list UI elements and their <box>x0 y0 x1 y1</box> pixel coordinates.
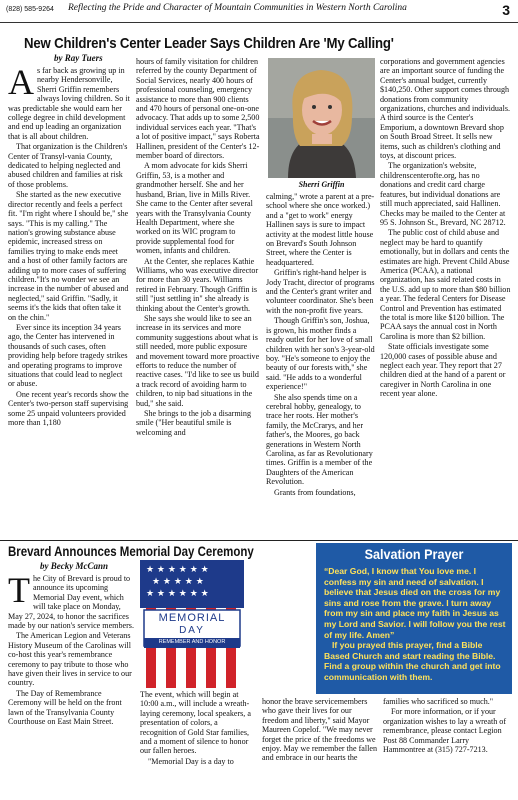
article1-column-1 <box>8 62 130 540</box>
svg-text:★ ★ ★ ★ ★: ★ ★ ★ ★ ★ <box>152 577 204 587</box>
article2-column-2 <box>140 690 256 796</box>
header-tagline: Reflecting the Pride and Character of Mountain Communities in Western North Carolina <box>68 3 407 13</box>
article2-col1-para-2: The Day of Remembrance Ceremony will be held on the front lawn of the Transylvania County Courthouse on East Main Street. <box>8 688 122 727</box>
flag-text-remember: REMEMBER AND HONOR <box>158 639 226 645</box>
article2-column-1 <box>8 570 134 796</box>
header-phone: (828) 585-9264 <box>6 6 54 13</box>
dropcap: A <box>8 62 34 102</box>
flag-text-memorial: MEMORIAL <box>158 612 226 624</box>
salvation-instruction: If you prayed this prayer, find a Bible Based Church and start reading the Bible. Find a group within the church and get into communication with them. <box>324 640 501 682</box>
article1-col3-para-2: Though Griffin's son, Joshua, is grown, his mother finds a ready outlet for her love of small children with her son's 3-year-old boy. "He's someone to enjoy the beauty of our forests with," she said. "He adds to a wonderful experience!" <box>266 316 375 392</box>
article2-col2-para-0: The event, which will begin at 10:00 a.m., will include a wreath-laying ceremony, local speakers, a presentation of colors, a recognition of Gold Star families, and a moment of silence to honor our fallen heroes. <box>140 690 251 756</box>
svg-text:★ ★ ★ ★ ★ ★: ★ ★ ★ ★ ★ ★ <box>146 589 209 599</box>
article2-col4-para-1: For more information, or if your organization wishes to lay a wreath of remembrance, please contact Legion Post 88 Commander Larry Hammontree at (315) 727-7213. <box>383 707 507 755</box>
article2-byline: by Becky McCann <box>40 561 108 571</box>
article1-col1-para-2: She started as the new executive director recently and feels a perfect fit. "I'm right where I should be," she says. "This is my calling." The nation's growing substance abuse epidemic, increased stress on families trying to make ends meet and a host of other family factors are adding up to more cases of suffering children."It's no wonder we see an increase in the number of abused and neglected," said Griffin. "Sadly, it seems it's the kids that often take it on the chin." <box>8 190 129 322</box>
article2-column-3 <box>262 697 378 796</box>
article1-column-3 <box>266 192 376 540</box>
article1-col2-para-0: hours of family visitation for children referred by the county Department of Social Services, nearly 400 hours of professional counseling, emergency assistance to more than 900 clients and 470 hours of personal one-on-one advocacy. That adds up to some 2,500 individual services each year. "That's a lot of positive impact," says Roberta Hallinen, president of the Center's 12-member board of directors. <box>136 57 260 161</box>
article1-col1-para-3: Ever since its inception 34 years ago, the Center has intervened in thousands of such cases, often providing help before tragedy strikes and operating programs to improve situations that could lead to neglect or abuse. <box>8 322 128 389</box>
article1-col4-para-3: State officials investigate some 120,000 cases of possible abuse and neglect each year. They report that 27 children died at the hand of a parent or caregiver in North Carolina in one recent year alone. <box>380 342 506 399</box>
salvation-title: Salvation Prayer <box>364 546 464 562</box>
article1-column-4 <box>380 57 512 540</box>
article2-col4-para-0: families who sacrificed so much." <box>383 697 494 706</box>
flag-text-day: DAY <box>179 625 205 636</box>
article1-col1-para-4: One recent year's records show the Center's two-person staff supervising some 25 unpaid volunteers provided more than 1,180 <box>8 389 129 428</box>
page-header <box>0 0 518 23</box>
article1-col2-para-1: A mom advocate for kids Sherri Griffin, 53, is a mother and grandmother herself. She and her husband, Brian, live in Mills River. She came to the Center after several years with the Transylvania County Health Department, where she worked on its WIC program to provide supplemental food for women, infants and children. <box>136 161 253 256</box>
sherri-griffin-photo <box>268 58 375 178</box>
article1-col3-para-0: calming," wrote a parent at a pre-school where she once worked.) and a "get to work" energy Hallinen says is sure to impact activity at the modest little house on Brevard's South Johnson Street, where the Center is headquartered. <box>266 192 375 267</box>
svg-text:★ ★ ★ ★ ★ ★: ★ ★ ★ ★ ★ ★ <box>146 565 209 575</box>
page-number: 3 <box>502 2 510 18</box>
article2-headline: Brevard Announces Memorial Day Ceremony <box>8 544 254 559</box>
article1-col1-para-1: That organization is the Children's Center of Transyl-vania County, dedicated to helping neglected and abused children and families at risk of those problems. <box>8 142 128 189</box>
article1-byline: by Ray Tuers <box>54 53 103 63</box>
article1-col1-para-0: As far back as growing up in nearby Hendersonville, Sherri Griffin remembers always loving children. So it was predictable she would earn her college degree in child development and end up leading an organization that is all about children. <box>8 62 130 141</box>
article1-col3-para-3: She also spends time on a cerebral hobby, genealogy, to trace her roots. Her mother's family, the McCrarys, and her father's, the Moores, go back generations in Western North Carolina, as far as Revolutionary times. Griffin is a member of the Daughters of the American Revolution. <box>266 392 373 487</box>
photo-caption: Sherri Griffin <box>298 180 345 189</box>
section-divider <box>0 540 518 541</box>
article1-headline: New Children's Center Leader Says Children Are 'My Calling' <box>24 35 394 52</box>
article2-col2-para-1: "Memorial Day is a day to <box>148 756 234 766</box>
salvation-prayer: “Dear God, I know that You love me. I confess my sin and need of salvation. I believe that Jesus died on the cross for my sins and rose from the grave. I turn away from my sin and place my faith in Jesus as my Lord and Savior. I will follow you the rest of my life. Amen” <box>324 566 506 640</box>
article2-col1-para-1: The American Legion and Veterans History Museum of the Carolinas will co-host this year's remembrance ceremony to pay tribute to those who have given their lives in service to our country. <box>8 631 132 688</box>
dropcap: T <box>8 570 30 610</box>
memorial-day-flag-graphic <box>140 560 244 688</box>
article1-column-2 <box>136 57 260 540</box>
article1-col2-para-3: She says she would like to see an increase in its services and more community suggestions about what is still needed, more public exposure and movement toward more proactive efforts to reduce the number of reactive cases. "I'd like to see us build a track record of avoiding harm to children, to nip bad situations in the bud," she said. <box>136 313 260 408</box>
article2-column-4 <box>383 697 511 796</box>
article1-col4-para-1: The organization's website, childrenscenterofte.org, has no donations and credit card charge features, but individual donations are still much appreciated, said Hallinen. Checks may be mailed to the Center at 95 S. Johnson St., Brevard, NC 28712. <box>380 161 506 227</box>
article1-col2-para-2: At the Center, she replaces Kathie Williams, who was executive director for more than 30 years. Williams retired in February. Though Griffin is still "just settling in" she already is thinking about the Center's growth. <box>136 256 259 313</box>
article1-col3-para-4: Grants from foundations, <box>274 487 356 497</box>
salvation-prayer-box <box>316 543 512 694</box>
article1-col2-para-4: She brings to the job a disarming smile ("Her beautiful smile is welcoming and <box>136 409 252 437</box>
salvation-text <box>324 566 508 683</box>
article2-col3-para-0: honor the brave servicemembers who gave their lives for our freedom and liberty," said Mayor Maureen Copelof. "We may never forget the price of the freedoms we enjoy. May we remember the fallen and embrace in our hearts the <box>262 697 377 763</box>
article1-col4-para-0: corporations and government agencies are an important source of funding the Center's annual budget, currently $140,250. Other support comes through donations from community organizations, churches and individuals. A third source is the Center's Emporium, a downtown Brevard shop on South Broad Street. It sells new items, such as children's clothing and toys, at discount prices. <box>380 57 510 161</box>
article2-col1-para-0: The City of Brevard is proud to announce its upcoming Memorial Day event, which will take place on Monday, May 27, 2024, to honor the sacrifices made by our nation's service members. <box>8 570 134 631</box>
article1-col3-para-1: Griffin's right-hand helper is Jody Tracht, director of programs and the Center's grant writer and volunteer coordinator. She's been with the non-profit five years. <box>266 268 375 315</box>
article1-col4-para-2: The public cost of child abuse and neglect may be hard to quantify emotionally, but in dollars and cents the estimates are high. Prevent Child Abuse America (PCAA), a national organization, has said related costs in the U.S. add up to more than $80 billion a year. The federal Centers for Disease Control and Prevention has estimated the total is more like $120 billion. The PCAA says the annual cost in North Carolina is more than $2 billion. <box>380 228 511 341</box>
